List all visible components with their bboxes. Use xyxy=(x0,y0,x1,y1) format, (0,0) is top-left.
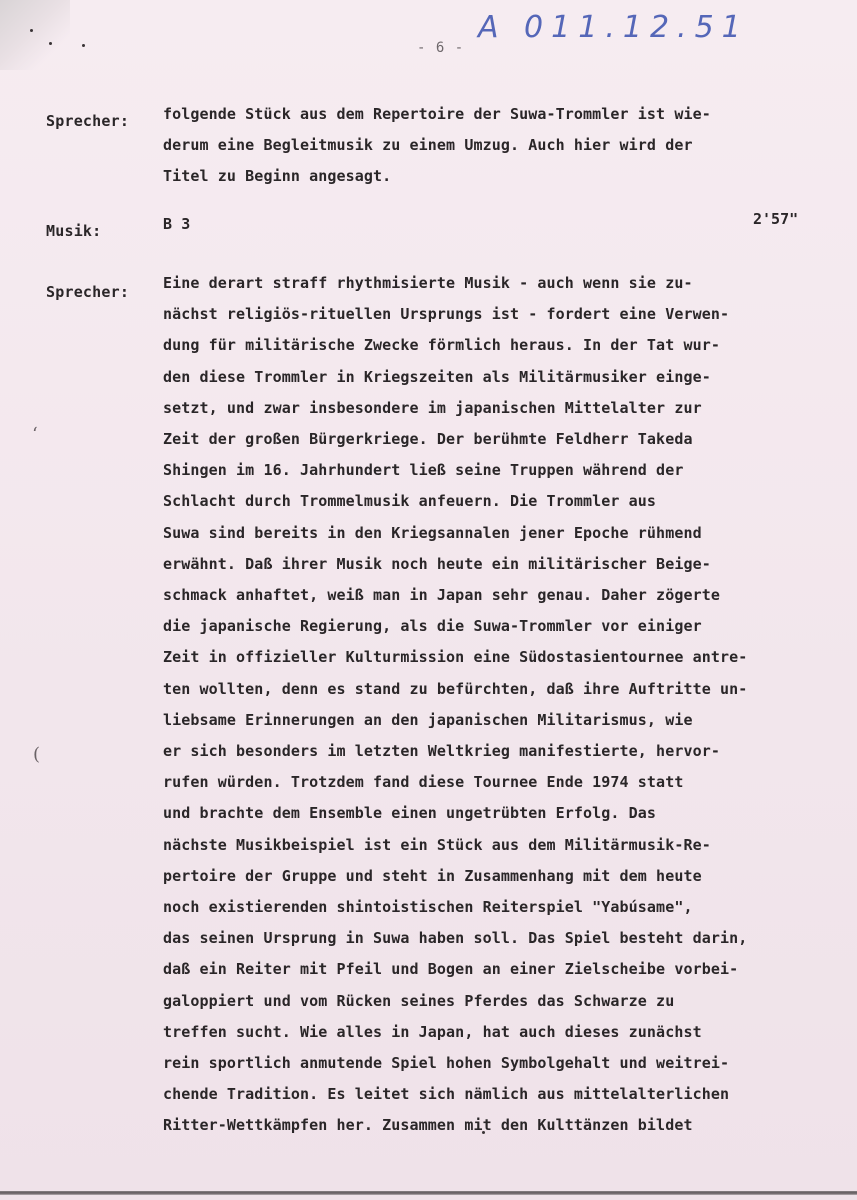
handwritten-archive-code: A 011.12.51 xyxy=(478,10,749,45)
text-line: liebsame Erinnerungen an den japanischen Militarismus, wie xyxy=(163,710,693,729)
text-line: er sich besonders im letzten Weltkrieg manifestierte, hervor- xyxy=(163,742,720,761)
text-line: Zeit in offizieller Kulturmission eine Südostasientournee antre- xyxy=(163,648,748,667)
text-line: erwähnt. Daß ihrer Musik noch heute ein militärischer Beige- xyxy=(163,554,711,573)
margin-pencil-mark: ( xyxy=(33,744,41,765)
ink-speck xyxy=(49,42,52,45)
speaker-label: Sprecher: xyxy=(46,283,130,301)
margin-pencil-mark: ‘ xyxy=(32,424,38,445)
text-line: noch existierenden shintoistischen Reiterspiel "Yabúsame", xyxy=(163,898,693,917)
music-label: Musik: xyxy=(46,222,102,240)
text-line: nächste Musikbeispiel ist ein Stück aus dem Militärmusik-Re- xyxy=(163,835,711,854)
music-cue xyxy=(163,209,733,240)
speaker-label: Sprecher: xyxy=(46,112,130,130)
text-line: galoppiert und vom Rücken seines Pferdes das Schwarze zu xyxy=(163,991,675,1010)
music-duration: 2'57" xyxy=(753,210,799,228)
text-line: Shingen im 16. Jahrhundert ließ seine Truppen während der xyxy=(163,461,684,480)
text-line: rufen würden. Trotzdem fand diese Tournee Ende 1974 statt xyxy=(163,773,684,792)
text-line: derum eine Begleitmusik zu einem Umzug. Auch hier wird der xyxy=(163,136,693,155)
text-line: setzt, und zwar insbesondere im japanischen Mittelalter zur xyxy=(163,398,702,417)
ink-speck xyxy=(30,29,33,32)
text-line: treffen sucht. Wie alles in Japan, hat auch dieses zunächst xyxy=(163,1022,702,1041)
text-line: den diese Trommler in Kriegszeiten als Militärmusiker einge- xyxy=(163,367,711,386)
text-line: das seinen Ursprung in Suwa haben soll. Das Spiel besteht darin, xyxy=(163,929,748,948)
page-corner-shadow xyxy=(0,0,70,70)
text-line: Schlacht durch Trommelmusik anfeuern. Die Trommler aus xyxy=(163,492,657,511)
text-line: Titel zu Beginn angesagt. xyxy=(163,167,392,186)
text-line: dung für militärische Zwecke förmlich heraus. In der Tat wur- xyxy=(163,336,720,355)
text-line: nächst religiös-rituellen Ursprungs ist - fordert eine Verwen- xyxy=(163,305,730,324)
text-line: ten wollten, denn es stand zu befürchten, daß ihre Auftritte un- xyxy=(163,679,748,698)
text-line: die japanische Regierung, als die Suwa-Trommler vor einiger xyxy=(163,617,702,636)
text-line: Suwa sind bereits in den Kriegsannalen jener Epoche rühmend xyxy=(163,523,702,542)
text-line: pertoire der Gruppe und steht in Zusammenhang mit dem heute xyxy=(163,866,702,885)
scan-bottom-edge xyxy=(0,1191,857,1195)
text-line: rein sportlich anmutende Spiel hohen Symbolgehalt und weitrei- xyxy=(163,1054,730,1073)
page-number: - 6 - xyxy=(417,40,465,56)
text-line: und brachte dem Ensemble einen ungetrübten Erfolg. Das xyxy=(163,804,657,823)
text-line: daß ein Reiter mit Pfeil und Bogen an einer Zielscheibe vorbei- xyxy=(163,960,739,979)
text-line: Ritter-Wettkämpfen her. Zusammen mit den Kulttänzen bildet xyxy=(163,1116,693,1135)
text-line: chende Tradition. Es leitet sich nämlich aus mittelalterlichen xyxy=(163,1085,730,1104)
speaker-text xyxy=(163,268,748,1142)
text-line: Eine derart straff rhythmisierte Musik - auch wenn sie zu- xyxy=(163,274,693,292)
ink-speck xyxy=(82,44,85,47)
text-line: folgende Stück aus dem Repertoire der Suwa-Trommler ist wie- xyxy=(163,105,711,123)
speaker-text xyxy=(163,99,733,193)
text-line: Zeit der großen Bürgerkriege. Der berühmte Feldherr Takeda xyxy=(163,430,693,449)
music-cue-text: B 3 xyxy=(163,215,191,233)
text-line: schmack anhaftet, weiß man in Japan sehr genau. Daher zögerte xyxy=(163,586,720,605)
